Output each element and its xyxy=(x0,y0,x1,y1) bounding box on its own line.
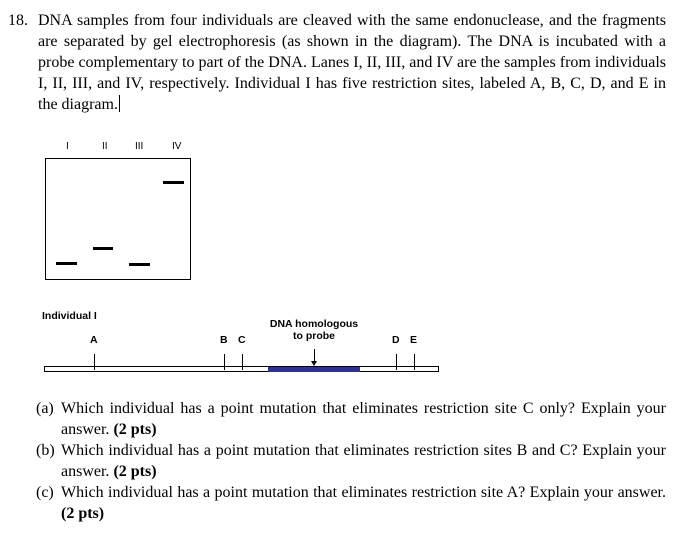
probe-label-line2: to probe xyxy=(293,330,335,342)
site-label-c: C xyxy=(238,334,246,346)
probe-region xyxy=(268,367,360,372)
site-label-d: D xyxy=(392,334,400,346)
lane-label-iii: III xyxy=(135,141,144,152)
band-lane-ii xyxy=(93,247,113,250)
probe-label-line1: DNA homologous xyxy=(269,318,359,330)
part-c xyxy=(36,482,666,524)
part-b xyxy=(36,440,666,482)
site-label-a: A xyxy=(90,334,98,346)
question-text: DNA samples from four individuals are cleaved with the same endonuclease, and the fragments are separated by gel electrophoresis (as shown in the diagram). The DNA is incubated with a probe complementary to part of the DNA. Lanes I, II, III, and IV are the samples from individuals I, II, III, and IV, respectively. Individual I has five restriction sites, labeled A, B, C, D, and E in the diagram. xyxy=(38,12,666,113)
site-tick-e xyxy=(414,354,415,370)
part-c-points: (2 pts) xyxy=(61,505,105,522)
site-label-b: B xyxy=(220,334,228,346)
band-lane-iv xyxy=(163,181,184,184)
map-title: Individual I xyxy=(42,310,97,322)
lane-label-iv: IV xyxy=(172,141,182,152)
question-parts xyxy=(36,398,666,524)
site-tick-d xyxy=(396,354,397,370)
part-c-letter: (c) xyxy=(36,484,54,501)
part-b-text: Which individual has a point mutation that eliminates restriction sites B and C? Explain your answer. xyxy=(61,442,666,480)
part-a xyxy=(36,398,666,440)
site-tick-c xyxy=(242,354,243,370)
part-b-letter: (b) xyxy=(36,442,55,459)
lane-label-ii: II xyxy=(102,141,108,152)
site-tick-a xyxy=(94,354,95,370)
part-a-letter: (a) xyxy=(36,400,54,417)
band-lane-iii xyxy=(129,263,150,266)
gel-box xyxy=(45,158,191,280)
site-label-e: E xyxy=(410,334,418,346)
band-lane-i xyxy=(56,262,77,265)
part-a-text: Which individual has a point mutation that eliminates restriction site C only? Explain your answer. xyxy=(61,400,666,438)
probe-label xyxy=(262,318,366,342)
question-number: 18. xyxy=(8,12,28,29)
part-c-text: Which individual has a point mutation that eliminates restriction site A? Explain your answer. xyxy=(61,484,666,501)
part-a-points: (2 pts) xyxy=(113,421,157,438)
part-b-points: (2 pts) xyxy=(113,463,157,480)
site-tick-b xyxy=(224,354,225,370)
lane-label-i: I xyxy=(66,141,69,152)
